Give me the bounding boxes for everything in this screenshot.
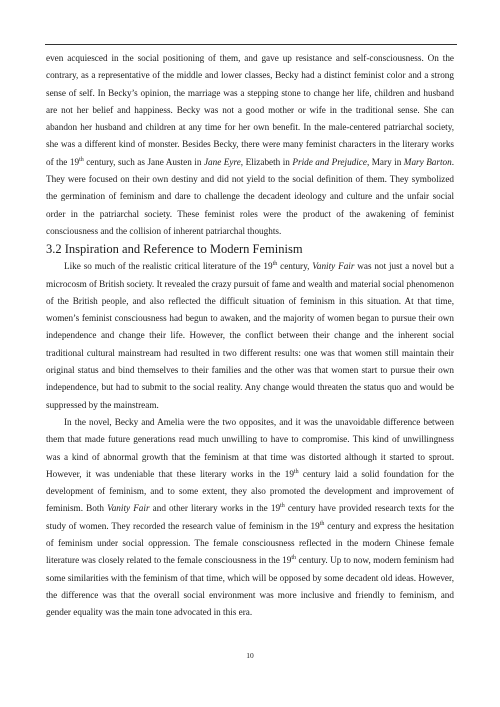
text-run: was not just a novel but a microcosm of British society. It revealed the crazy pursuit of fame and wealth and material social phenomenon of the British people, and also reflected the difficult situation of feminism in this situation. At that time, women’s feminist consciousness had begun to awaken, and the majority of women began to pursue their own independence and change their life. However, the conflict between their change and the inherent social traditional cultural mainstream had resulted in two different results: one was that women still maintain their original status and bind themselves to their families and the other was that women start to pursue their own independence, but had to submit to the social reality. Any change would threaten the status quo and would be suppressed by the mainstream.	[46, 261, 454, 410]
superscript: th	[319, 520, 325, 527]
superscript: th	[293, 468, 299, 475]
text-run: century,	[277, 261, 313, 272]
text-run: . They were focused on their own destiny and did not yield to the social definition of them. They symbolized the germination of feminism and dare to challenge the decadent ideology and culture and the unfair social order in the patriarchal society. These feminist roles were the product of the awakening of feminist consciousness and the collision of inherent patriarchal thoughts.	[46, 156, 455, 236]
page-body	[46, 50, 454, 622]
text-run: , Elizabeth in	[240, 156, 293, 167]
text-run: century and express the hesitation of feminism under social oppression. The female consciousness reflected in the modern Chinese female literature was closely related to the female consciousness in the 19	[46, 520, 454, 566]
text-run: century, such as Jane Austen in	[83, 156, 204, 167]
page-number: 10	[246, 651, 254, 660]
book-title: Jane Eyre	[203, 156, 241, 167]
superscript: th	[291, 555, 297, 562]
text-run: In the novel, Becky and Amelia were the two opposites, and it was the unavoidable difference between them that made future generations read much unwilling to have to compromise. This kind of unwillingness was a kind of abnormal growth that the feminism at that time was distorted although it started to sprout. However, it was undeniable that these literary works in the 19	[46, 416, 454, 479]
text-run: , Mary in	[366, 156, 404, 167]
book-title: Vanity Fair	[107, 503, 150, 514]
superscript: th	[272, 261, 278, 268]
paragraph	[46, 258, 454, 414]
text-run: century have provided research texts for the study of women. They recorded the research value of feminism in the 19	[46, 503, 454, 531]
text-run: century laid a solid foundation for the development of feminism, and to some extent, they also promoted the development and improvement of feminism. Both	[46, 468, 455, 514]
superscript: th	[79, 156, 84, 163]
superscript: th	[280, 503, 285, 510]
book-title: Pride and Prejudice	[292, 156, 367, 167]
book-title: Mary Barton	[403, 156, 452, 167]
text-run: century. Up to now, modern feminism had some similarities with the feminism of that time, which will be opposed by some decadent old ideas. However, the difference was that the overall social environment was more inclusive and friendly to feminism, and gender equality was the main tone advocated in this era.	[46, 555, 454, 618]
section-heading: 3.2 Inspiration and Reference to Modern Feminism	[46, 242, 303, 257]
paragraph	[46, 414, 454, 622]
paragraph-continuation	[46, 50, 454, 240]
header-rule	[45, 44, 457, 45]
text-run: Like so much of the realistic critical literature of the 19	[64, 261, 273, 272]
text-run: and other literary works in the 19	[149, 503, 281, 514]
book-title: Vanity Fair	[312, 261, 355, 272]
text-run: even acquiesced in the social positioning of them, and gave up resistance and self-consciousness. On the contrary, as a representative of the middle and lower classes, Becky had a distinct feminist color and a strong sense of self. In Becky’s opinion, the marriage was a stepping stone to change her life, children and husband are not her belief and happiness. Becky was not a good mother or wife in the traditional sense. She can abandon her husband and children at any time for her own benefit. In the male-centered patriarchal society, she was a different kind of monster. Besides Becky, there were many feminist characters in the literary works of the 19	[46, 53, 454, 167]
